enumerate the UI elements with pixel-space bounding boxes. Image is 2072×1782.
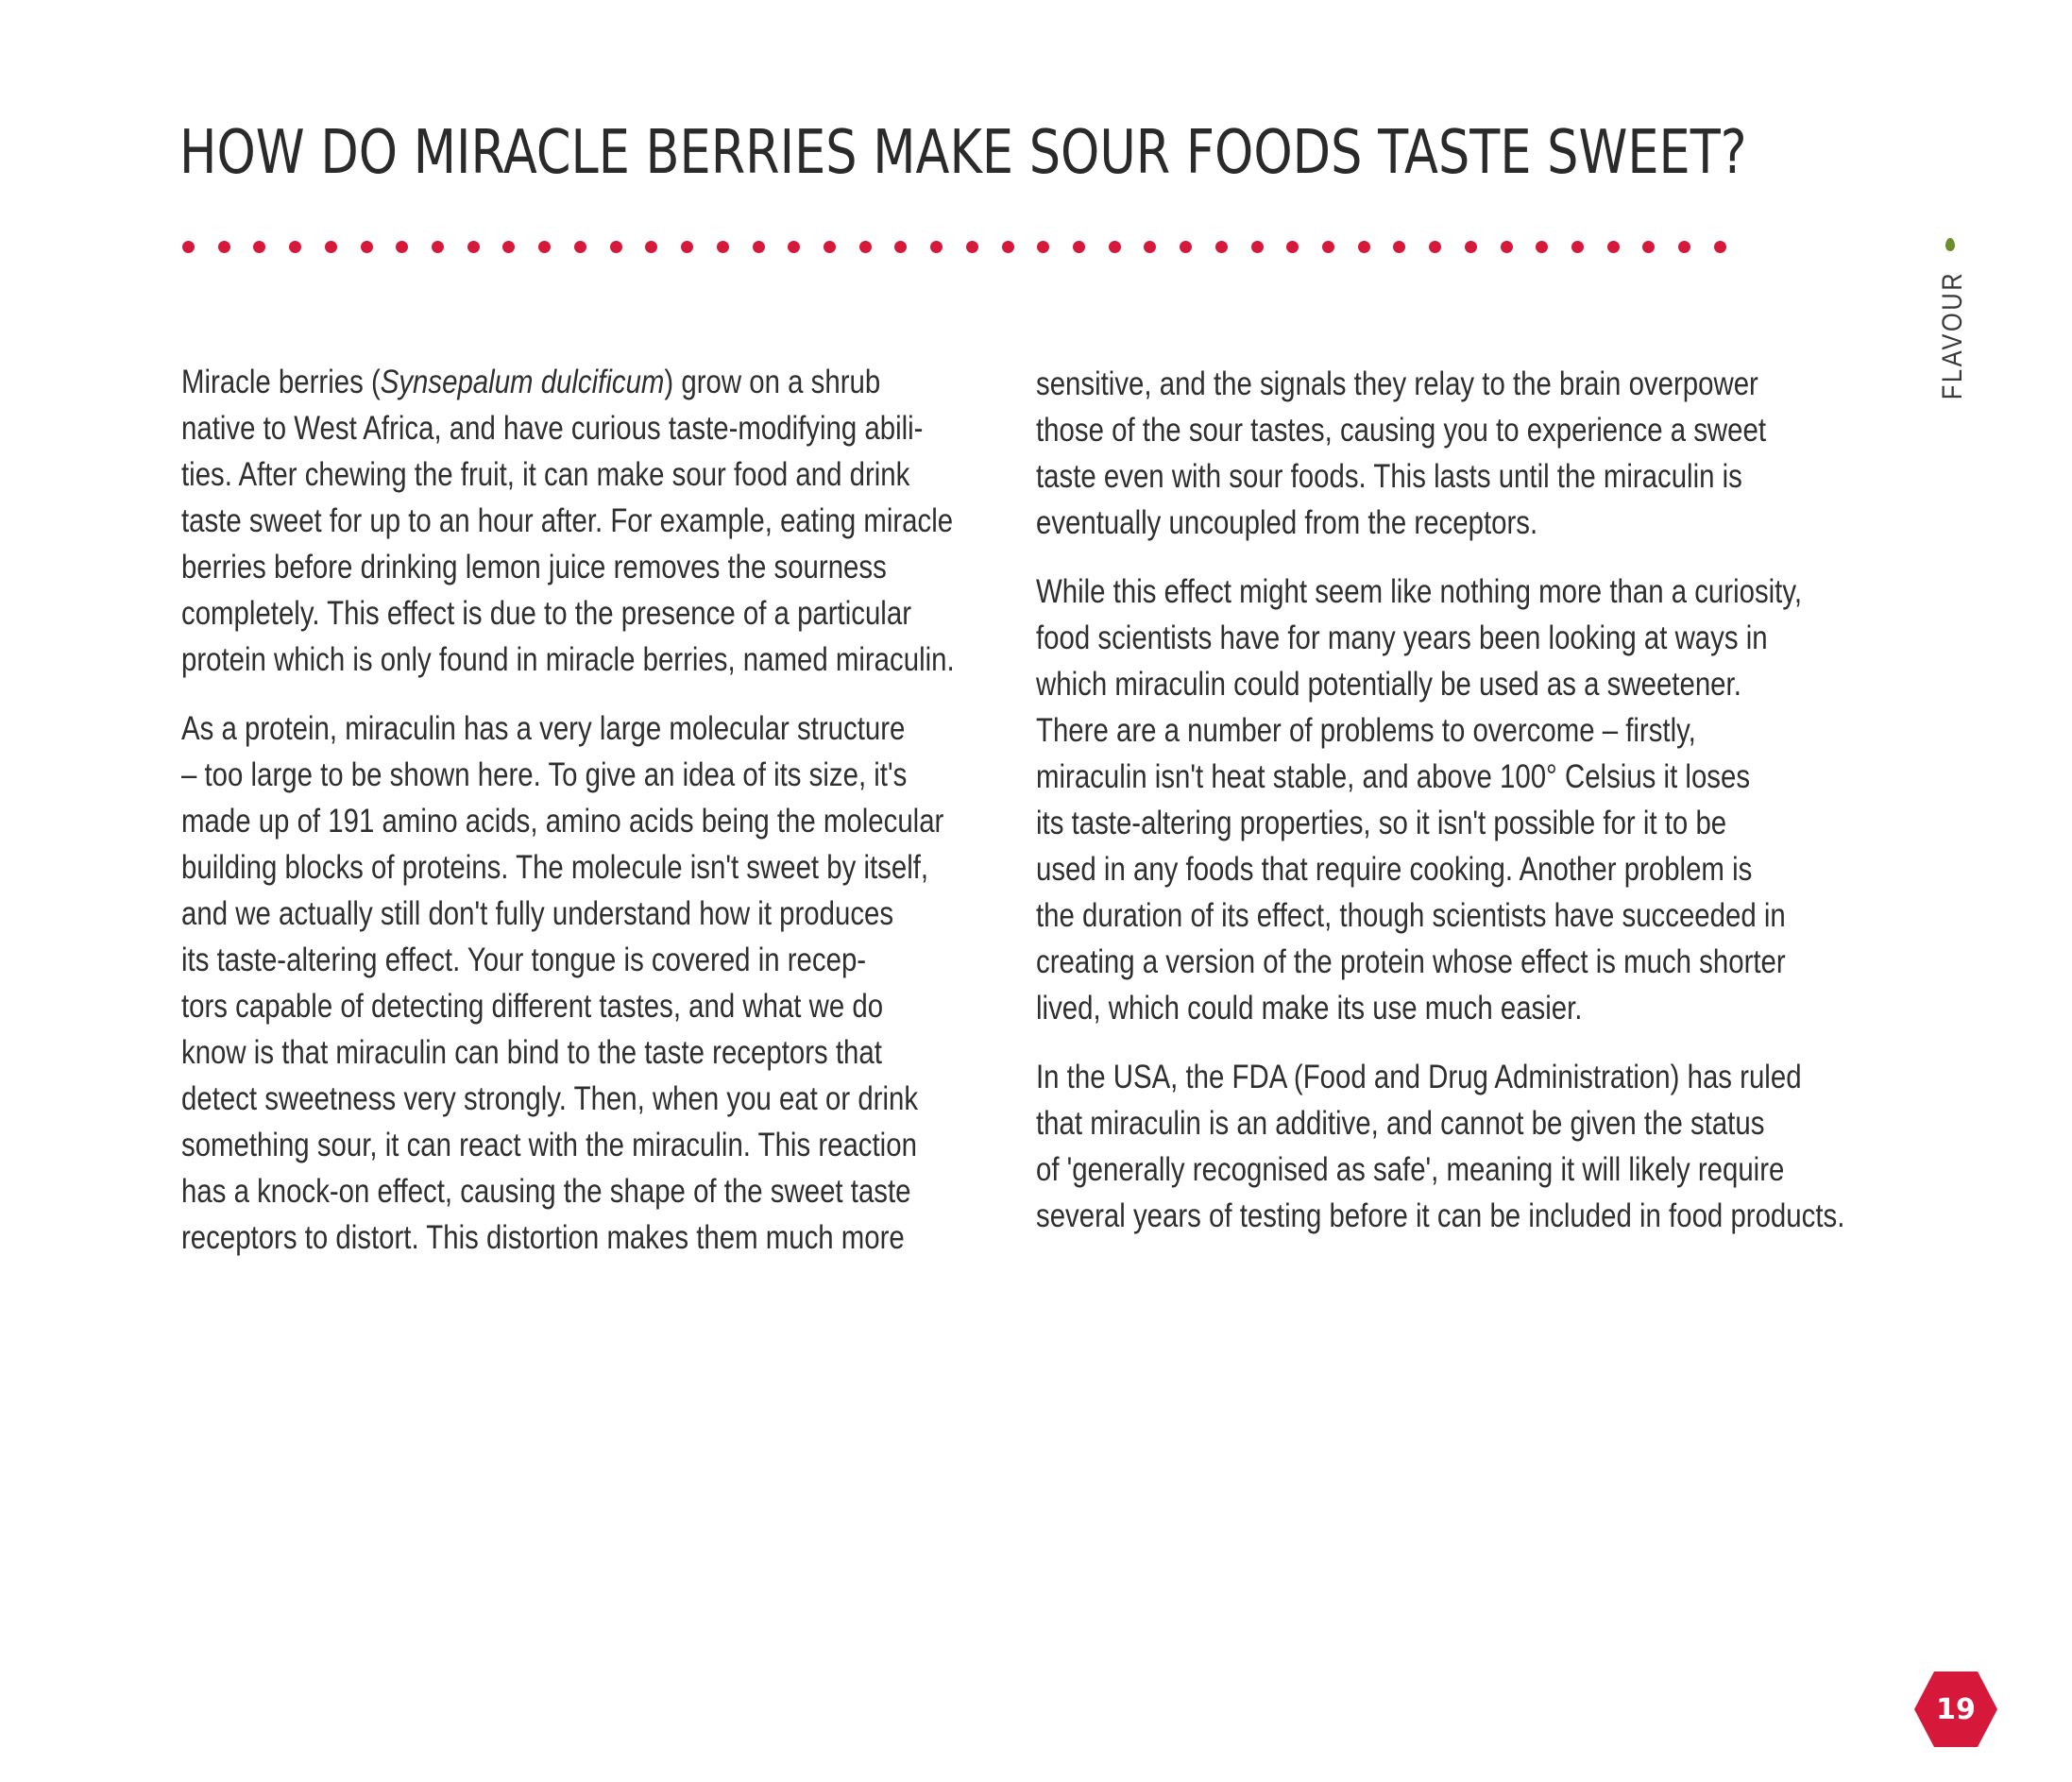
- divider-dot: [1144, 241, 1156, 253]
- text-line: – too large to be shown here. To give an idea of its size, it's: [181, 756, 908, 793]
- text-line: sensitive, and the signals they relay to the brain overpower: [1036, 365, 1758, 402]
- paragraph-3: [1036, 361, 1858, 546]
- text-line: lived, which could make its use much easier.: [1036, 990, 1583, 1027]
- section-tab: [1925, 255, 1981, 416]
- divider-dot: [1607, 241, 1620, 253]
- divider-dot: [1501, 241, 1513, 253]
- divider-dot: [1714, 241, 1726, 253]
- text-line: eventually uncoupled from the receptors.: [1036, 504, 1538, 541]
- divider-dot: [966, 241, 978, 253]
- divider-dot: [1180, 241, 1192, 253]
- divider-dot: [1678, 241, 1690, 253]
- divider-dot: [253, 241, 265, 253]
- paragraph-5: [1036, 1054, 1858, 1239]
- text-line: Miracle berries (Synsepalum dulcificum) grow on a shrub: [181, 364, 881, 400]
- text-line: taste sweet for up to an hour after. For example, eating miracle: [181, 502, 954, 539]
- divider-dot: [1358, 241, 1370, 253]
- section-tab-label: FLAVOUR: [1937, 270, 1968, 400]
- text-line: its taste-altering properties, so it isn't possible for it to be: [1036, 805, 1727, 841]
- paragraph-4: [1036, 569, 1858, 1031]
- text-line: As a protein, miraculin has a very large molecular structure: [181, 710, 906, 747]
- divider-dot: [1037, 241, 1049, 253]
- paragraph-1: [181, 359, 1003, 683]
- text-line: taste even with sour foods. This lasts until the miraculin is: [1036, 458, 1742, 495]
- paragraph-2: [181, 705, 1003, 1261]
- divider-dot: [788, 241, 800, 253]
- text-line: protein which is only found in miracle berries, named miraculin.: [181, 641, 955, 678]
- text-line: those of the sour tastes, causing you to experience a sweet: [1036, 412, 1767, 449]
- text-line: While this effect might seem like nothing more than a curiosity,: [1036, 573, 1803, 610]
- divider-dot: [1251, 241, 1264, 253]
- divider-dot: [1286, 241, 1299, 253]
- text-line: detect sweetness very strongly. Then, when you eat or drink: [181, 1080, 919, 1117]
- text-line: has a knock-on effect, causing the shape of the sweet taste: [181, 1173, 911, 1210]
- divider-dot: [574, 241, 586, 253]
- page-number-badge: [1912, 1670, 1999, 1749]
- text-line: of 'generally recognised as safe', meaning it will likely require: [1036, 1151, 1785, 1188]
- right-column: [1036, 361, 1858, 1262]
- text-line: building blocks of proteins. The molecule isn't sweet by itself,: [181, 849, 929, 886]
- divider-dot: [467, 241, 480, 253]
- divider-dot: [681, 241, 693, 253]
- divider-dot: [859, 241, 872, 253]
- text-line: In the USA, the FDA (Food and Drug Administration) has ruled: [1036, 1059, 1802, 1095]
- divider-dot: [1215, 241, 1228, 253]
- divider-dot: [1571, 241, 1584, 253]
- text-line: completely. This effect is due to the presence of a particular: [181, 595, 911, 632]
- text-line: receptors to distort. This distortion makes them much more: [181, 1219, 905, 1256]
- divider-dot: [502, 241, 515, 253]
- text-line: miraculin isn't heat stable, and above 100° Celsius it loses: [1036, 758, 1751, 795]
- divider-dot: [894, 241, 907, 253]
- divider-dot: [1642, 241, 1655, 253]
- divider-dot: [717, 241, 729, 253]
- leaf-icon: [1945, 238, 1955, 251]
- divider-dot: [325, 241, 337, 253]
- divider-dot: [538, 241, 551, 253]
- page-number: 19: [1936, 1692, 1976, 1726]
- divider-dot: [1322, 241, 1334, 253]
- divider-dot: [432, 241, 444, 253]
- text-line: made up of 191 amino acids, amino acids being the molecular: [181, 803, 944, 840]
- text-line: the duration of its effect, though scientists have succeeded in: [1036, 897, 1786, 934]
- text-line: that miraculin is an additive, and cannot be given the status: [1036, 1105, 1765, 1142]
- text-line: ties. After chewing the fruit, it can make sour food and drink: [181, 456, 910, 493]
- divider-dot: [218, 241, 230, 253]
- text-line: something sour, it can react with the miraculin. This reaction: [181, 1127, 917, 1163]
- divider-dot: [645, 241, 657, 253]
- divider-dot: [182, 241, 195, 253]
- divider-dot: [930, 241, 943, 253]
- text-line: its taste-altering effect. Your tongue is covered in recep-: [181, 942, 867, 978]
- left-column: [181, 359, 1003, 1283]
- text-line: and we actually still don't fully understand how it produces: [181, 895, 894, 932]
- divider-dot: [610, 241, 622, 253]
- divider-dot: [361, 241, 373, 253]
- divider-dot: [1109, 241, 1121, 253]
- divider-dot: [824, 241, 836, 253]
- dotted-divider: [182, 236, 1726, 257]
- divider-dot: [1002, 241, 1014, 253]
- text-line: creating a version of the protein whose effect is much shorter: [1036, 943, 1786, 980]
- divider-dot: [289, 241, 301, 253]
- text-line: food scientists have for many years been looking at ways in: [1036, 619, 1768, 656]
- divider-dot: [1429, 241, 1441, 253]
- text-line: used in any foods that require cooking. Another problem is: [1036, 851, 1753, 888]
- divider-dot: [753, 241, 765, 253]
- text-line: tors capable of detecting different tastes, and what we do: [181, 988, 884, 1025]
- text-line: There are a number of problems to overcome – firstly,: [1036, 712, 1696, 749]
- text-line: several years of testing before it can be included in food products.: [1036, 1197, 1845, 1234]
- divider-dot: [1536, 241, 1548, 253]
- divider-dot: [1393, 241, 1405, 253]
- text-line: native to West Africa, and have curious taste-modifying abili-: [181, 410, 924, 447]
- divider-dot: [1073, 241, 1085, 253]
- species-name: Synsepalum dulcificum: [380, 364, 665, 400]
- text-line: which miraculin could potentially be used as a sweetener.: [1036, 666, 1741, 703]
- divider-dot: [396, 241, 408, 253]
- page-title: HOW DO MIRACLE BERRIES MAKE SOUR FOODS TASTE SWEET?: [179, 118, 1747, 188]
- divider-dot: [1465, 241, 1477, 253]
- text-line: know is that miraculin can bind to the taste receptors that: [181, 1034, 882, 1071]
- text-line: berries before drinking lemon juice removes the sourness: [181, 549, 887, 586]
